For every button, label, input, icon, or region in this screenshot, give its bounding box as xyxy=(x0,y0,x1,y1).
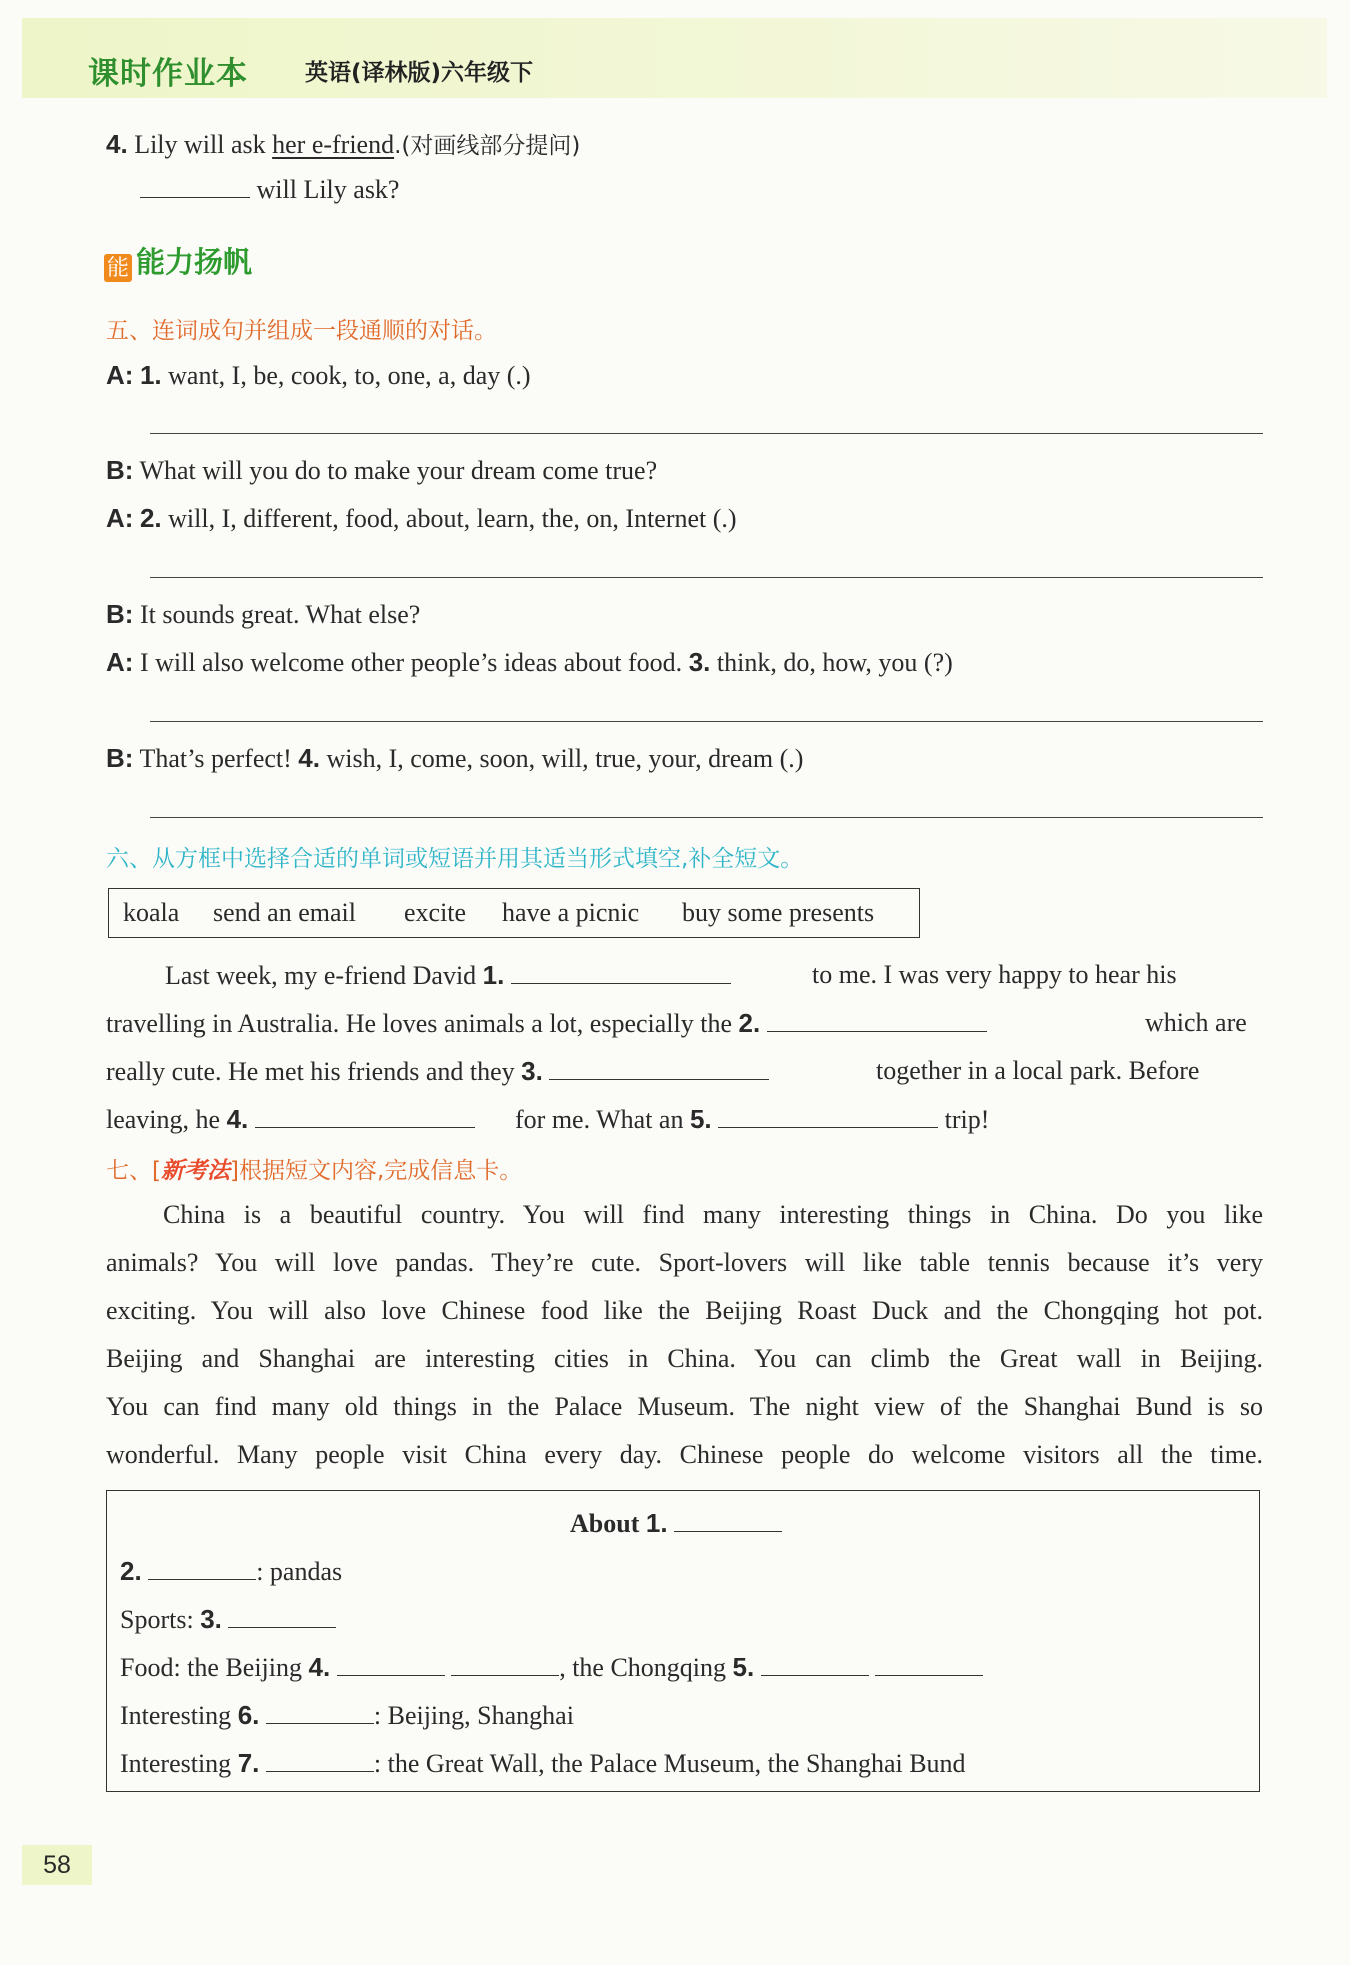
card-blank-5a[interactable] xyxy=(761,1653,869,1676)
sec7-title: 七、[新考法]根据短文内容,完成信息卡。 xyxy=(106,1158,523,1184)
q4-underlined-phrase: her e-friend xyxy=(272,130,395,159)
card-blank-2[interactable] xyxy=(148,1557,256,1580)
card-blank-3[interactable] xyxy=(228,1605,336,1628)
sec5-row-5: A: I will also welcome other people’s ideas about food. 3. think, do, how, you (?) xyxy=(106,647,953,677)
word-option: have a picnic xyxy=(502,898,640,927)
word-option: koala xyxy=(123,898,180,927)
reading-line-4: Beijing and Shanghai are interesting cities in China. You can climb the Great wall in Beijing. xyxy=(106,1344,1263,1373)
sec5-answer-line-2[interactable] xyxy=(150,577,1263,578)
card-blank-7[interactable] xyxy=(266,1749,374,1772)
sec5-row-6: B: That’s perfect! 4. wish, I, come, soon, will, true, your, dream (.) xyxy=(106,743,804,773)
passage-row-1-end: to me. I was very happy to hear his xyxy=(812,960,1177,989)
sec5-row-2: B: What will you do to make your dream come true? xyxy=(106,455,658,485)
sec6-title: 六、从方框中选择合适的单词或短语并用其适当形式填空,补全短文。 xyxy=(106,846,804,872)
passage-blank-1[interactable] xyxy=(511,961,731,984)
sec5-title: 五、连词成句并组成一段通顺的对话。 xyxy=(106,318,497,344)
reading-line-3: exciting. You will also love Chinese food like the Beijing Roast Duck and the Chongqing hot pot. xyxy=(106,1296,1263,1325)
passage-row-3-end: together in a local park. Before xyxy=(876,1056,1200,1085)
reading-line-5: You can find many old things in the Palace Museum. The night view of the Shanghai Bund is so xyxy=(106,1392,1263,1421)
info-card-row-5: Interesting 7. : the Great Wall, the Palace Museum, the Shanghai Bund xyxy=(120,1748,966,1778)
sec5-row-1: A: 1. want, I, be, cook, to, one, a, day (.) xyxy=(106,360,531,390)
section-heading-label: 能力扬帆 xyxy=(136,245,253,279)
section-heading xyxy=(104,240,252,282)
sec5-answer-line-4[interactable] xyxy=(150,817,1263,818)
passage-blank-4[interactable] xyxy=(255,1105,475,1128)
info-card-row-4: Interesting 6. : Beijing, Shanghai xyxy=(120,1700,574,1730)
passage-blank-5[interactable] xyxy=(718,1105,938,1128)
sec5-row-3: A: 2. will, I, different, food, about, learn, the, on, Internet (.) xyxy=(106,503,737,533)
info-card-row-1: 2. : pandas xyxy=(120,1556,343,1586)
book-subtitle: 英语(译林版)六年级下 xyxy=(305,60,534,86)
passage-row-4-mid: for me. What an 5. trip! xyxy=(515,1104,990,1134)
book-title: 课时作业本 xyxy=(88,56,248,92)
section-badge-icon: 能 xyxy=(104,254,132,282)
reading-line-2: animals? You will love pandas. They’re cute. Sport-lovers will like table tennis because it’s very xyxy=(106,1248,1263,1277)
info-card-row-2: Sports: 3. xyxy=(120,1604,336,1635)
card-blank-6[interactable] xyxy=(266,1701,374,1724)
word-option: send an email xyxy=(213,898,356,927)
passage-blank-3[interactable] xyxy=(549,1057,769,1080)
new-question-type-tag: 新考法 xyxy=(160,1158,230,1184)
reading-line-1: China is a beautiful country. You will find many interesting things in China. Do you like xyxy=(163,1200,1263,1229)
q4-prompt: 4. Lily will ask her e-friend.(对画线部分提问) xyxy=(106,129,581,159)
passage-row-1: Last week, my e-friend David 1. xyxy=(165,960,731,991)
q4-answer-line: will Lily ask? xyxy=(140,175,399,205)
card-blank-1[interactable] xyxy=(674,1509,782,1532)
reading-line-6: wonderful. Many people visit China every day. Chinese people do welcome visitors all the time. xyxy=(106,1440,1263,1469)
passage-row-3: really cute. He met his friends and they 3. xyxy=(106,1056,769,1087)
info-card-row-3: Food: the Beijing 4. , the Chongqing 5. xyxy=(120,1652,983,1683)
card-blank-4a[interactable] xyxy=(337,1653,445,1676)
word-option: buy some presents xyxy=(682,898,875,927)
card-blank-4b[interactable] xyxy=(451,1653,559,1676)
page-number: 58 xyxy=(22,1845,92,1885)
sec5-answer-line-1[interactable] xyxy=(150,433,1263,434)
info-card-title: About 1. xyxy=(570,1508,782,1539)
q4-blank[interactable] xyxy=(140,175,250,198)
q4-number: 4. xyxy=(106,129,128,159)
passage-row-2: travelling in Australia. He loves animals a lot, especially the 2. xyxy=(106,1008,987,1039)
word-option: excite xyxy=(404,898,467,927)
card-blank-5b[interactable] xyxy=(875,1653,983,1676)
sec5-answer-line-3[interactable] xyxy=(150,721,1263,722)
passage-row-4: leaving, he 4. xyxy=(106,1104,475,1135)
passage-blank-2[interactable] xyxy=(767,1009,987,1032)
word-box xyxy=(108,888,920,938)
sec5-row-4: B: It sounds great. What else? xyxy=(106,599,421,629)
passage-row-2-end: which are xyxy=(1145,1008,1247,1037)
